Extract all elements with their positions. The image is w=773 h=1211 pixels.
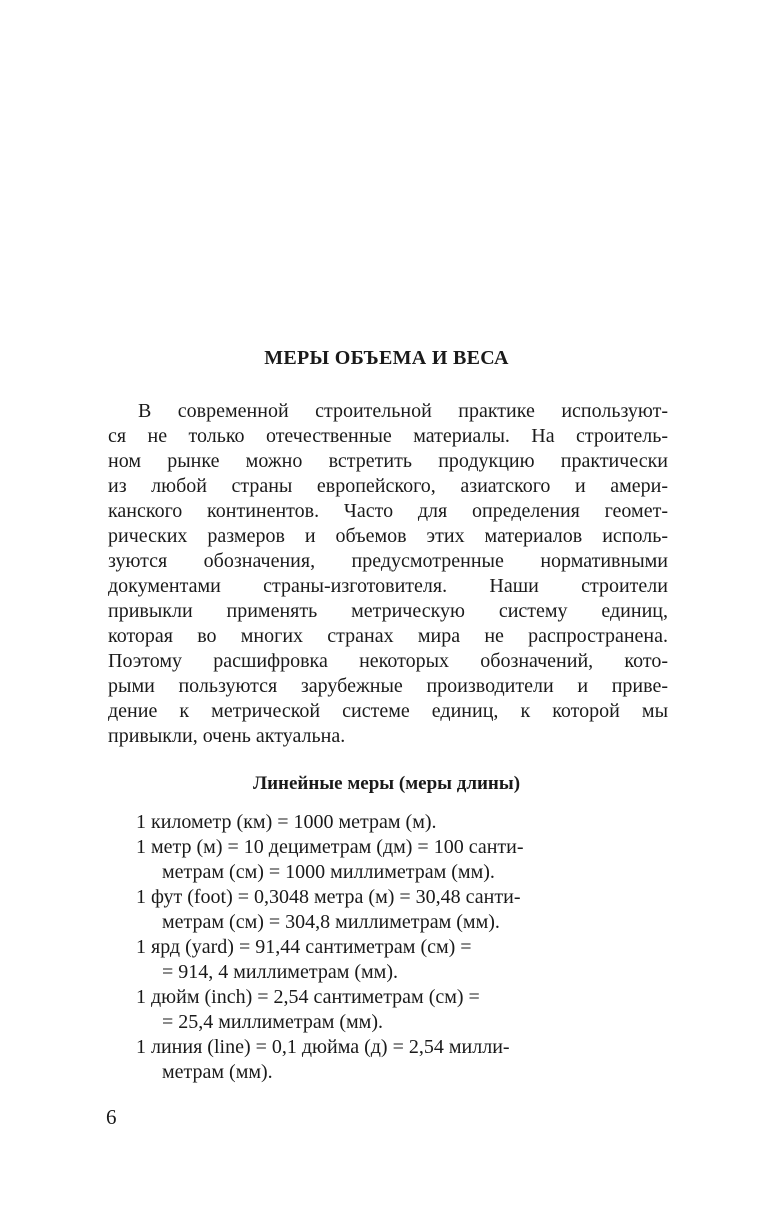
paragraph-line: ся не только отечественные материалы. На строитель- [108, 425, 668, 447]
paragraph-line: которая во многих странах мира не распространена. [108, 625, 668, 647]
measure-line: 1 линия (line) = 0,1 дюйма (д) = 2,54 милли- [136, 1036, 510, 1058]
paragraph-line: привыкли, очень актуальна. [108, 725, 346, 747]
measure-line: 1 километр (км) = 1000 метрам (м). [136, 811, 437, 833]
measure-line: 1 метр (м) = 10 дециметрам (дм) = 100 санти- [136, 836, 524, 858]
paragraph-line: зуются обозначения, предусмотренные нормативными [108, 550, 668, 572]
paragraph-line: рыми пользуются зарубежные производители и приве- [108, 675, 668, 697]
page-number: 6 [106, 1105, 117, 1129]
measure-line-continuation: = 914, 4 миллиметрам (мм). [162, 961, 398, 983]
paragraph-line: дение к метрической системе единиц, к которой мы [108, 700, 668, 722]
measure-line-continuation: метрам (см) = 1000 миллиметрам (мм). [162, 861, 495, 883]
paragraph-line: канского континентов. Часто для определения геомет- [108, 500, 668, 522]
measure-line: 1 ярд (yard) = 91,44 сантиметрам (см) = [136, 936, 472, 958]
subsection-heading: Линейные меры (меры длины) [252, 773, 521, 794]
paragraph-line: из любой страны европейского, азиатского и амери- [108, 475, 668, 497]
paragraph-line: Поэтому расшифровка некоторых обозначений, кото- [108, 650, 668, 672]
measure-line-continuation: метрам (мм). [162, 1061, 273, 1083]
paragraph-line: ном рынке можно встретить продукцию практически [108, 450, 668, 472]
section-heading: МЕРЫ ОБЪЕМА И ВЕСА [264, 347, 509, 369]
measure-line-continuation: метрам (см) = 304,8 миллиметрам (мм). [162, 911, 500, 933]
measure-line-continuation: = 25,4 миллиметрам (мм). [162, 1011, 383, 1033]
paragraph-line: документами страны-изготовителя. Наши строители [108, 575, 668, 597]
measure-line: 1 фут (foot) = 0,3048 метра (м) = 30,48 санти- [136, 886, 521, 908]
measure-line: 1 дюйм (inch) = 2,54 сантиметрам (см) = [136, 986, 480, 1008]
paragraph-line: привыкли применять метрическую систему единиц, [108, 600, 668, 622]
paragraph-line: В современной строительной практике используют- [138, 400, 668, 422]
paragraph-line: рических размеров и объемов этих материалов исполь- [108, 525, 668, 547]
